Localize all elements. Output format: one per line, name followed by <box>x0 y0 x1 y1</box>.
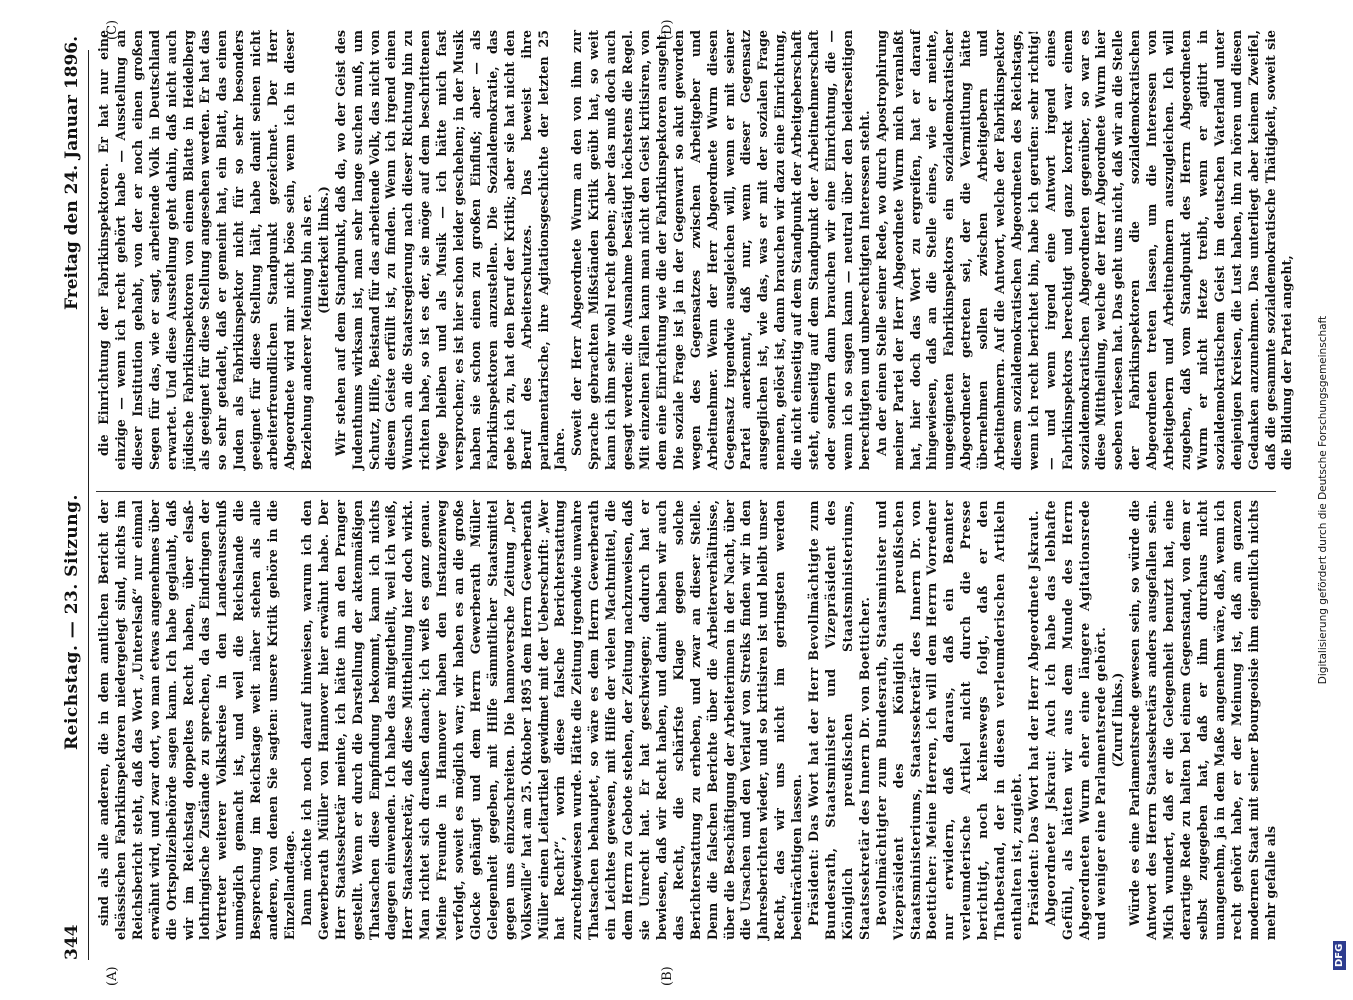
paragraph: Wir stehen auf dem Standpunkt, daß da, wo der Geist des Judenthums wirksam ist, man sehr lange suchen muß, um Schutz, Hilfe, Beistand für das arbeitende Volk, das nicht von diesem Geiste erfüllt ist, zu finden. Wenn ich irgend einen Wunsch an die Staatsregierung nach dieser Richtung hin zu richten habe, so ist es der, sie möge auf dem beschrittenen Wege bleiben und als Musik — ich hätte mich fast versprochen; es ist hier schon leider geschehen; in der Musik haben sie schon einen zu großen Einfluß; aber — als Fabrikinspektoren anzustellen. Die Sozialdemokratie, das gebe ich zu, hat den Beruf der Kritik; aber sie hat nicht den Beruf des Arbeiterschutzes. Das beweist ihre parlamentarische, ihre Agitationsgeschichte der letzten 25 Jahre. <box>332 30 568 470</box>
margin-marker-d: (D) <box>660 19 675 40</box>
dfg-logo: DFG <box>1333 941 1346 970</box>
session-date: Freitag den 24. Januar 1896. <box>62 35 82 310</box>
column-divider <box>96 491 1276 492</box>
interjection: (Zuruf links.) <box>1110 672 1126 768</box>
margin-marker-c: (C) <box>105 19 120 40</box>
interjection: (Heiterkeit links.) <box>315 186 331 314</box>
paragraph: die Einrichtung der Fabrikinspektoren. Er hat nur eine einzige — wenn ich recht gehört habe — Ausstellung an dieser Institution gehabt, von der er noch einen großen Segen für das, wie er sagt, arbeitende Volk in Deutschland erwartet. Und diese Ausstellung geht dahin, daß nicht auch jüdische Fabrikinspektoren von einem Blatte in Heidelberg als geeignet für diese Stellung angesehen werden. Er hat das so sehr getadelt, daß er gemeint hat, ein Blatt, das einen Juden als Fabrikinspektor nicht für so sehr besonders geeignet für diese Stellung hält, habe damit seinen nicht arbeiterfreundlichen Standpunkt gezeichnet. Der Herr Abgeordnete wird mir nicht böse sein, wenn ich in dieser Beziehung anderer Meinung bin als er. <box>96 30 314 470</box>
header-rule <box>88 50 89 960</box>
digitization-note: Digitalisierung gefördert durch die Deutsche Forschungsgemeinschaft <box>1317 315 1329 685</box>
session-title: Reichstag. — 23. Sitzung. <box>62 494 82 750</box>
paragraph: Würde es eine Parlamentsrede gewesen sein, so würde die Antwort des Herrn Staatssekretärs anders ausgefallen sein. Mich wundert, daß er die Gelegenheit benutzt hat, eine derartige Rede zu halten bei einem Gegenstand, von dem er selbst zugegeben hat, daß er ihm durchaus nicht unangenehm, ja in dem Maße angenehm wäre, daß, wenn ich recht gehört habe, er der Meinung ist, daß am ganzen modernen Staat mit seiner Bourgeoisie ihm eigentlich nichts mehr gefalle als <box>1127 500 1278 940</box>
paragraph: Präsident: Das Wort hat der Herr Abgeordnete Jskraut. <box>1025 510 1041 926</box>
paragraph: Bevollmächtigter zum Bundesrath, Staatsminister und Vizepräsident des Königlich preußischen Staatsministeriums, Staatssekretär des Innern Dr. von Boetticher: Meine Herren, ich will dem Herrn Vorredner nur erwidern, daß daraus, daß ein Beamter verleumderische Artikel nicht durch die Presse berichtigt, noch keineswegs folgt, daß er den Thatbestand, der in diesen verleumderischen Artikeln enthalten ist, zugiebt. <box>873 500 1024 940</box>
margin-marker-a: (A) <box>105 966 120 986</box>
paragraph: sind als alle anderen, die in dem amtlichen Bericht der elsässischen Fabrikinspektoren niedergelegt sind, nichts im Reichsbericht steht, daß das Wort „Unterelsaß“ nur einmal erwähnt wird, und zwar dort, wo man etwas angenehmes über die Ortspolizeibehörde sagen kann. Ich habe geglaubt, daß wir im Reichstag doppeltes Recht haben, über elsaß-lothringische Zustände zu sprechen, da das Eindringen der Vertreter weiterer Volkskreise in den Landesausschuß unmöglich gemacht ist, und weil die Reichslande die Besprechung im Reichstage weit näher stehen als alle anderen, von denen Sie sagten: unsere Kritik gehöre in die Einzellandtage. <box>96 500 297 940</box>
paragraph: Abgeordneter Jskraut: Auch ich habe das lebhafte Gefühl, als hätten wir aus dem Munde des Herrn Abgeordneten Wurm eher eine längere Agitationsrede und weniger eine Parlamentsrede gehört. <box>1042 500 1109 940</box>
paragraph: Dann möchte ich noch darauf hinweisen, warum ich den Gewerberath Müller von Hannover hier erwähnt habe. Der Herr Staatssekretär meinte, ich hätte ihn an den Pranger gestellt. Wenn er durch die Darstellung der aktenmäßigen Thatsachen diese Empfindung bekommt, kann ich nichts dagegen einwenden. Ich habe das mitgetheilt, weil ich weiß, Herr Staatssekretär, daß diese Mittheilung hier doch wirkt. Man richtet sich draußen danach; ich weiß es ganz genau. Meine Freunde in Hannover haben den Instanzenweg verfolgt, soweit es möglich war; wir haben es an die große Glocke gehängt und dem Herrn Gewerberath Müller Gelegenheit gegeben, mit Hilfe sämmtlicher Staatsmittel gegen uns einzuschreiten. Die hannoversche Zeitung „Der Volkswille“ hat am 25. Oktober 1895 dem Herrn Gewerberath Müller einen Leitartikel gewidmet mit der Ueberschrift: „Wer hat Recht?“, worin diese falsche Berichterstattung zurechtgewiesen wurde. Hätte die Zeitung irgendwie unwahre Thatsachen behauptet, so wäre es dem Herrn Gewerberath ein Leichtes gewesen, mit Hilfe der vielen Machtmittel, die dem Herrn zu Gebote stehen, der Zeitung nachzuweisen, daß sie Unrecht hat. Er hat geschwiegen; dadurch hat er bewiesen, daß wir Recht haben, und damit haben wir auch das Recht, die schärfste Klage gegen solche Berichterstattung zu erheben, und zwar an dieser Stelle. Denn die falschen Berichte über die Arbeiterverhältnisse, über die Beschäftigung der Arbeiterinnen in der Nacht, über die Ursachen und den Verlauf von Streiks finden wir in den Jahresberichten wieder, und so kritisiren ist und bleibt unser Recht, das wir uns nicht im geringsten werden beeinträchtigen lassen. <box>298 500 805 940</box>
paragraph: Präsident: Das Wort hat der Herr Bevollmächtigte zum Bundesrath, Staatsminister und Vizepräsident des Königlich preußischen Staatsministeriums, Staatssekretär des Innern Dr. von Boetticher. <box>806 500 872 940</box>
right-column <box>96 30 1296 470</box>
paragraph: An der einen Stelle seiner Rede, wo durch Apostrophirung meiner Partei der Herr Abgeordnete Wurm mich veranlaßt hat, hier doch das Wort zu ergreifen, hat er darauf hingewiesen, daß an die Stelle eines, wie er meinte, ungeeigneten Fabrikinspektors ein sozialdemokratischer Abgeordneter getreten sei, der die Vermittlung hätte übernehmen sollen zwischen Arbeitgebern und Arbeitnehmern. Auf die Antwort, welche der Fabrikinspektor diesem sozialdemokratischen Abgeordneten des Reichstags, wenn ich recht berichtet bin, habe ich gerufen: sehr richtig! — und wenn irgend eine Antwort irgend eines Fabrikinspektors berechtigt und ganz korrekt war einem sozialdemokratischen Abgeordneten gegenüber, so war es diese Mittheilung, welche der Herr Abgeordnete Wurm hier soeben verlesen hat. Das geht uns nicht, daß wir an die Stelle der Fabrikinspektoren die sozialdemokratischen Abgeordneten treten lassen, um die Interessen von Arbeitgebern und Arbeitnehmern auszugleichen. Ich will zugeben, daß vom Standpunkt des Herrn Abgeordneten Wurm er nicht Hetze treibt, wenn er agitirt in sozialdemokratischem Geist im deutschen Vaterland unter denjenigen Kreisen, die Lust haben, ihn zu hören und diesen Gedanken anzunehmen. Das unterliegt aber keinem Zweifel, daß die gesammte sozialdemokratische Thätigkeit, soweit sie die Bildung der Partei angeht, <box>873 30 1295 470</box>
paragraph: Soweit der Herr Abgeordnete Wurm an den von ihm zur Sprache gebrachten Mißständen Kritik geübt hat, so weit kann ich ihm sehr wohl recht geben; aber das muß doch auch gesagt werden: die Ausnahme bestätigt höchstens die Regel. Mit einzelnen Fällen kann man nicht den Geist kritisiren, von dem eine Einrichtung wie die der Fabrikinspektoren ausgeht. Die soziale Frage ist ja in der Gegenwart so akut geworden wegen des Gegensatzes zwischen Arbeitgeber und Arbeitnehmer. Wenn der Herr Abgeordnete Wurm diesen Gegensatz irgendwie ausgleichen will, wenn er mit seiner Partei anerkennt, daß nur, wenn dieser Gegensatz ausgeglichen ist, wie das, was er mit der sozialen Frage nennen, gelöst ist, dann brauchen wir dazu eine Einrichtung, die nicht einseitig auf dem Standpunkt der Arbeitgeberschaft steht, einseitig auf dem Standpunkt der Arbeitnehmerschaft oder sondern dann brauchen wir eine Einrichtung, die — wenn ich so sagen kann — neutral über den beiderseitigen berechtigten und unberechtigten Interessen steht. <box>569 30 872 470</box>
page-number: 344 <box>62 924 82 960</box>
margin-marker-b: (B) <box>660 966 675 986</box>
left-column <box>96 500 1279 940</box>
